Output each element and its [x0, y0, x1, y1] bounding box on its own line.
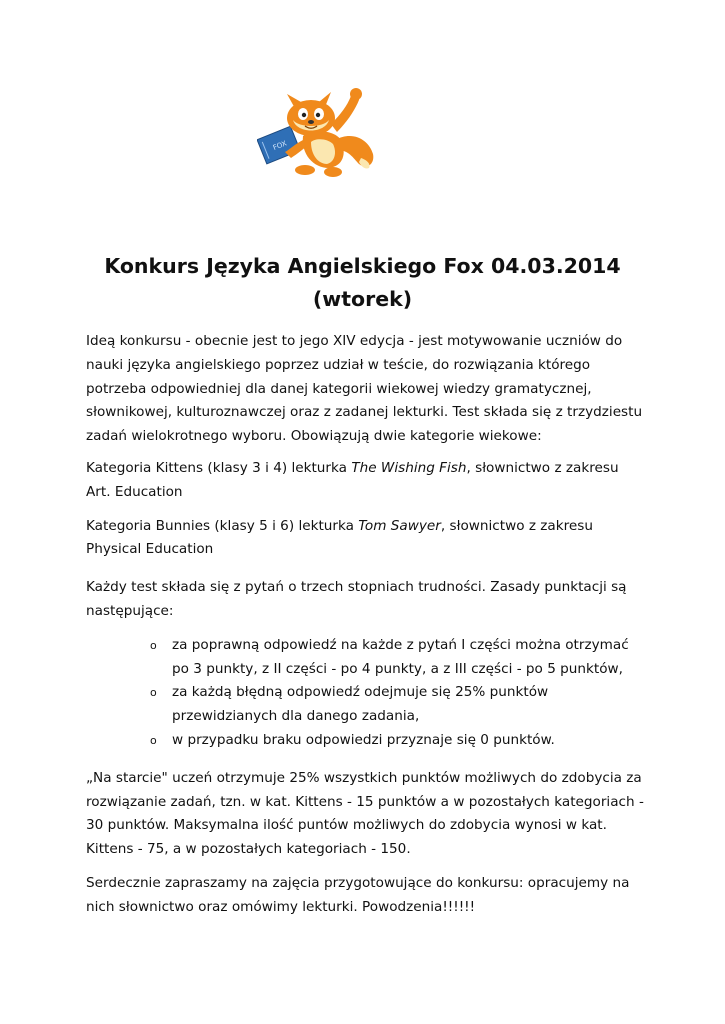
category-bunnies-book: Tom Sawyer	[358, 517, 441, 534]
scoring-rules-list	[86, 634, 646, 753]
title-line-1: Konkurs Języka Angielskiego Fox 04.03.2014	[104, 254, 621, 278]
title-line-2: (wtorek)	[312, 287, 413, 311]
scoring-intro-paragraph: Każdy test składa się z pytań o trzech stopniach trudności. Zasady punktacji są następujące:	[86, 579, 627, 619]
document-body	[86, 330, 646, 920]
closing-paragraph: Serdecznie zapraszamy na zajęcia przygotowujące do konkursu: opracujemy na nich słownictwo oraz omówimy lekturki. Powodzenia!!!!!!	[86, 874, 630, 915]
rule-text: za każdą błędną odpowiedź odejmuje się 25% punktów przewidzianych dla danego zadania,	[172, 684, 549, 725]
bullet-marker: o	[150, 638, 157, 652]
category-bunnies-after: , słownictwo z zakresu Physical Education	[86, 517, 593, 558]
list-item	[150, 681, 646, 729]
bullet-marker: o	[150, 686, 157, 700]
bullet-marker: o	[150, 733, 157, 747]
category-bunnies-paragraph	[86, 515, 646, 563]
list-item	[150, 729, 646, 753]
category-kittens-book: The Wishing Fish	[351, 459, 467, 476]
document-title	[0, 250, 725, 316]
category-kittens-after: , słownictwo z zakresu Art. Education	[86, 459, 619, 500]
category-kittens-paragraph	[86, 457, 646, 505]
start-points-paragraph: „Na starcie" uczeń otrzymuje 25% wszystkich punktów możliwych do zdobycia za rozwiązanie zadań, tzn. w kat. Kittens - 15 punktów a w pozostałych kategoriach - 30 punktów. Maksymalna ilość puntów możliwych do zdobycia wynosi w kat. Kittens - 75, a w pozostałych kategoriach - 150.	[86, 769, 644, 858]
rule-text: w przypadku braku odpowiedzi przyznaje się 0 punktów.	[172, 731, 555, 748]
list-item	[150, 634, 646, 682]
fox-mascot-icon	[257, 84, 379, 178]
book-label: FOX	[271, 139, 288, 152]
category-kittens-before: Kategoria Kittens (klasy 3 i 4) lekturka	[86, 459, 352, 476]
intro-paragraph: Ideą konkursu - obecnie jest to jego XIV edycja - jest motywowanie uczniów do nauki języka angielskiego poprzez udział w teście, do rozwiązania którego potrzeba odpowiedniej dla danej kategorii wiekowej wiedzy gramatycznej, słownikowej, kulturoznawczej oraz z zadanej lekturki. Test składa się z trzydziestu zadań wielokrotnego wyboru. Obowiązują dwie kategorie wiekowe:	[86, 333, 643, 445]
rule-text: za poprawną odpowiedź na każde z pytań I części można otrzymać po 3 punkty, z II części - po 4 punkty, a z III części - po 5 punktów,	[172, 636, 629, 677]
category-bunnies-before: Kategoria Bunnies (klasy 5 i 6) lekturka	[86, 517, 359, 534]
